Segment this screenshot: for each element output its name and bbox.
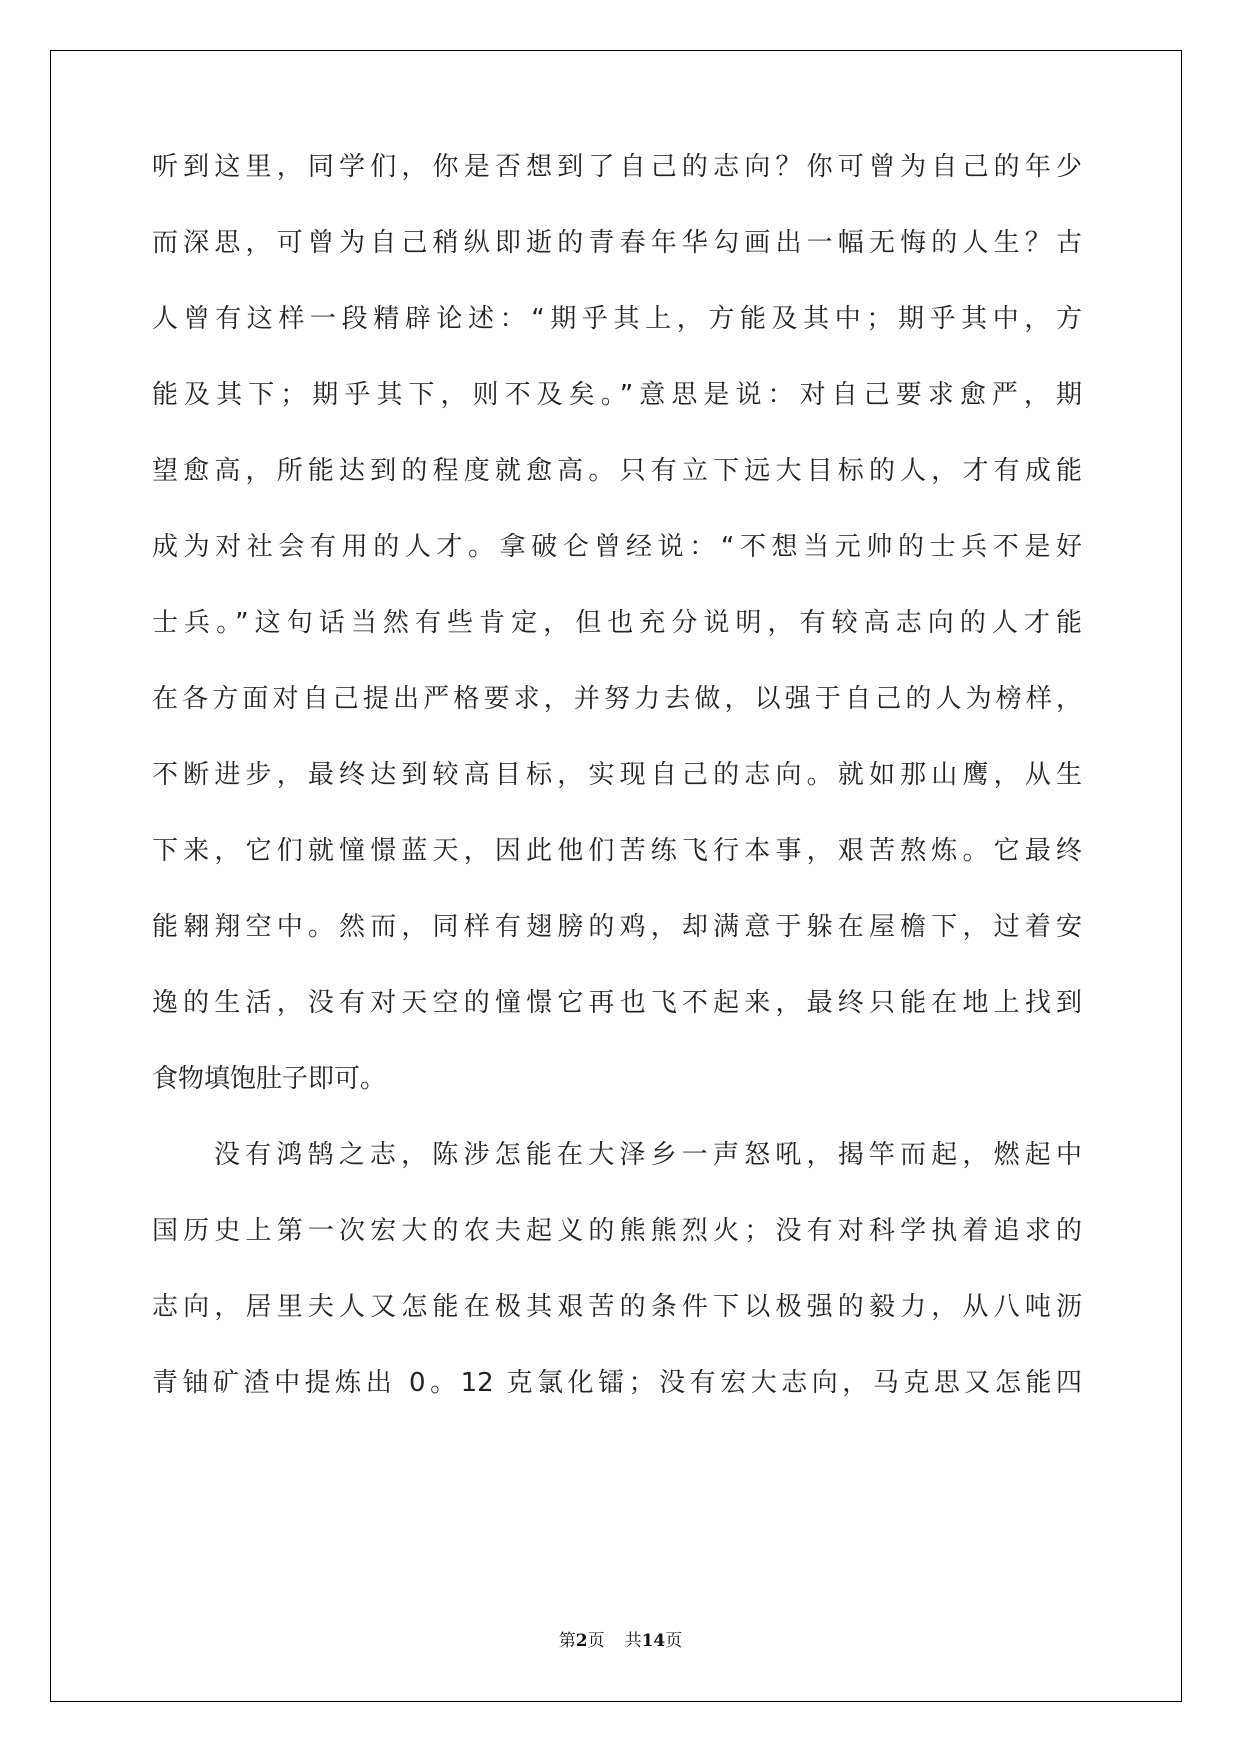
total-suffix: 页	[665, 1631, 683, 1651]
text-line: 食物填饱肚子即可。	[152, 1064, 387, 1094]
text-line: 逸的生活，没有对天空的憧憬它再也飞不起来，最终只能在地上找到	[152, 988, 1082, 1018]
text-line: 士兵。”这句话当然有些肯定，但也充分说明，有较高志向的人才能	[152, 608, 1082, 638]
page-prefix: 第	[558, 1631, 576, 1651]
text-line: 而深思，可曾为自己稍纵即逝的青春年华勾画出一幅无悔的人生？古	[152, 228, 1082, 258]
text-line: 能翱翔空中。然而，同样有翅膀的鸡，却满意于躲在屋檐下，过着安	[152, 912, 1082, 942]
total-prefix: 共	[624, 1631, 642, 1651]
page-footer	[0, 1626, 1241, 1651]
text-line: 不断进步，最终达到较高目标，实现自己的志向。就如那山鹰，从生	[152, 760, 1082, 790]
text-line: 人曾有这样一段精辟论述：“期乎其上，方能及其中；期乎其中，方	[152, 304, 1082, 334]
text-line: 没有鸿鹄之志，陈涉怎能在大泽乡一声怒吼，揭竿而起，燃起中	[214, 1140, 1082, 1170]
text-line: 国历史上第一次宏大的农夫起义的熊熊烈火；没有对科学执着追求的	[152, 1216, 1082, 1246]
text-line: 成为对社会有用的人才。拿破仑曾经说：“不想当元帅的士兵不是好	[152, 532, 1082, 562]
text-line: 青铀矿渣中提炼出 0。12 克氯化镭；没有宏大志向，马克思又怎能四	[152, 1368, 1082, 1398]
page-border	[50, 50, 1182, 1702]
page-current: 2	[575, 1631, 588, 1651]
text-line: 志向，居里夫人又怎能在极其艰苦的条件下以极强的毅力，从八吨沥	[152, 1292, 1082, 1322]
text-line: 能及其下；期乎其下，则不及矣。”意思是说：对自己要求愈严，期	[152, 380, 1082, 410]
text-line: 在各方面对自己提出严格要求，并努力去做，以强于自己的人为榜样，	[152, 684, 1082, 714]
page-mid: 页	[587, 1631, 605, 1651]
text-line: 听到这里，同学们，你是否想到了自己的志向？你可曾为自己的年少	[152, 152, 1082, 182]
text-line: 望愈高，所能达到的程度就愈高。只有立下远大目标的人，才有成能	[152, 456, 1082, 486]
page-total: 14	[641, 1631, 666, 1651]
text-line: 下来，它们就憧憬蓝天，因此他们苦练飞行本事，艰苦熬炼。它最终	[152, 836, 1082, 866]
